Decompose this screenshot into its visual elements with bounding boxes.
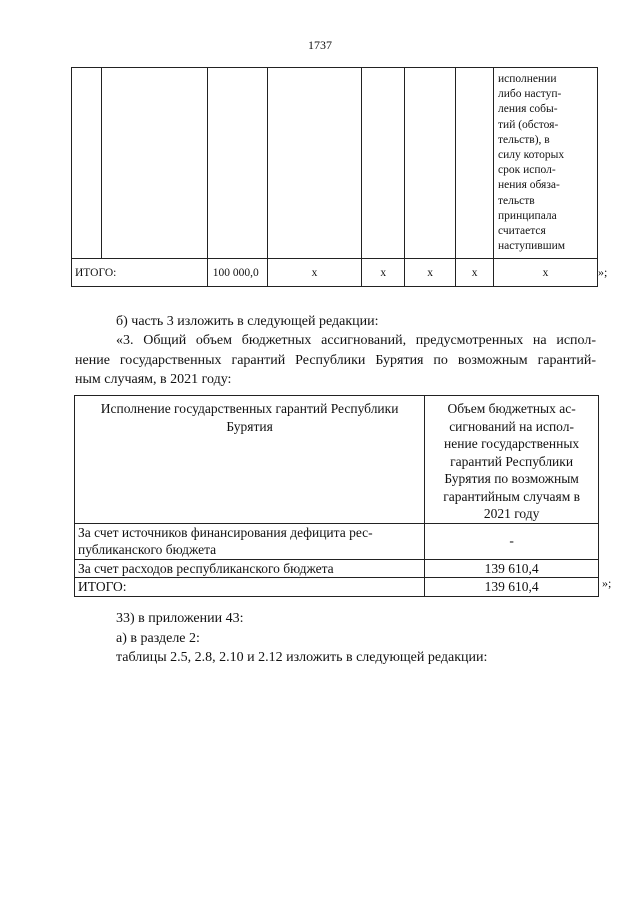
page-number: 1737 [308, 38, 332, 52]
paragraph-section: а) в разделе 2: [116, 630, 200, 646]
row-label: За счет расходов республиканского бюджета [75, 559, 425, 578]
x-mark: х [456, 259, 494, 287]
paragraph-line: нение государственных гарантий Республики Бурятия по возможным гарантий- [75, 352, 596, 368]
closing-quote: »; [598, 265, 608, 279]
x-mark: х [494, 259, 598, 287]
paragraph-appendix: 33) в приложении 43: [116, 611, 244, 626]
row-label: За счет источников финансирования дефицита рес- публиканского бюджета [75, 523, 425, 559]
paragraph-line: ным случаям, в 2021 году: [75, 372, 232, 387]
table-row [72, 68, 598, 259]
x-mark: х [405, 259, 456, 287]
row-value: - [425, 523, 599, 559]
paragraph-part3: б) часть 3 изложить в следующей редакции: [116, 314, 379, 329]
guarantees-table-continued [71, 67, 598, 287]
total-label: ИТОГО: [72, 259, 208, 287]
closing-quote: »; [602, 576, 612, 590]
table-row [75, 559, 599, 578]
header-left: Исполнение государственных гарантий Республики Бурятия [75, 396, 425, 524]
header-right: Объем бюджетных ас- сигнований на испол- нение государственных гарантий Республики Бурятия по возможным гарантийным случаям в 2021 году [425, 396, 599, 524]
total-row [72, 259, 598, 287]
total-amount: 100 000,0 [207, 259, 267, 287]
x-mark: х [362, 259, 405, 287]
paragraph-line: «3. Общий объем бюджетных ассигнований, предусмотренных на испол- [116, 333, 596, 348]
budget-allocations-table [74, 395, 599, 597]
row-value: 139 610,4 [425, 578, 599, 597]
row-label: ИТОГО: [75, 578, 425, 597]
paragraph-tables: таблицы 2.5, 2.8, 2.10 и 2.12 изложить в следующей редакции: [116, 650, 488, 665]
condition-cell: исполнении либо наступ- ления собы- тий (обстоя- тельств), в силу которых срок испол- нения обяза- тельств принципала считается наступившим [494, 68, 598, 259]
x-mark: х [267, 259, 362, 287]
row-value: 139 610,4 [425, 559, 599, 578]
table-row [75, 523, 599, 559]
total-row [75, 578, 599, 597]
table-header-row [75, 396, 599, 524]
